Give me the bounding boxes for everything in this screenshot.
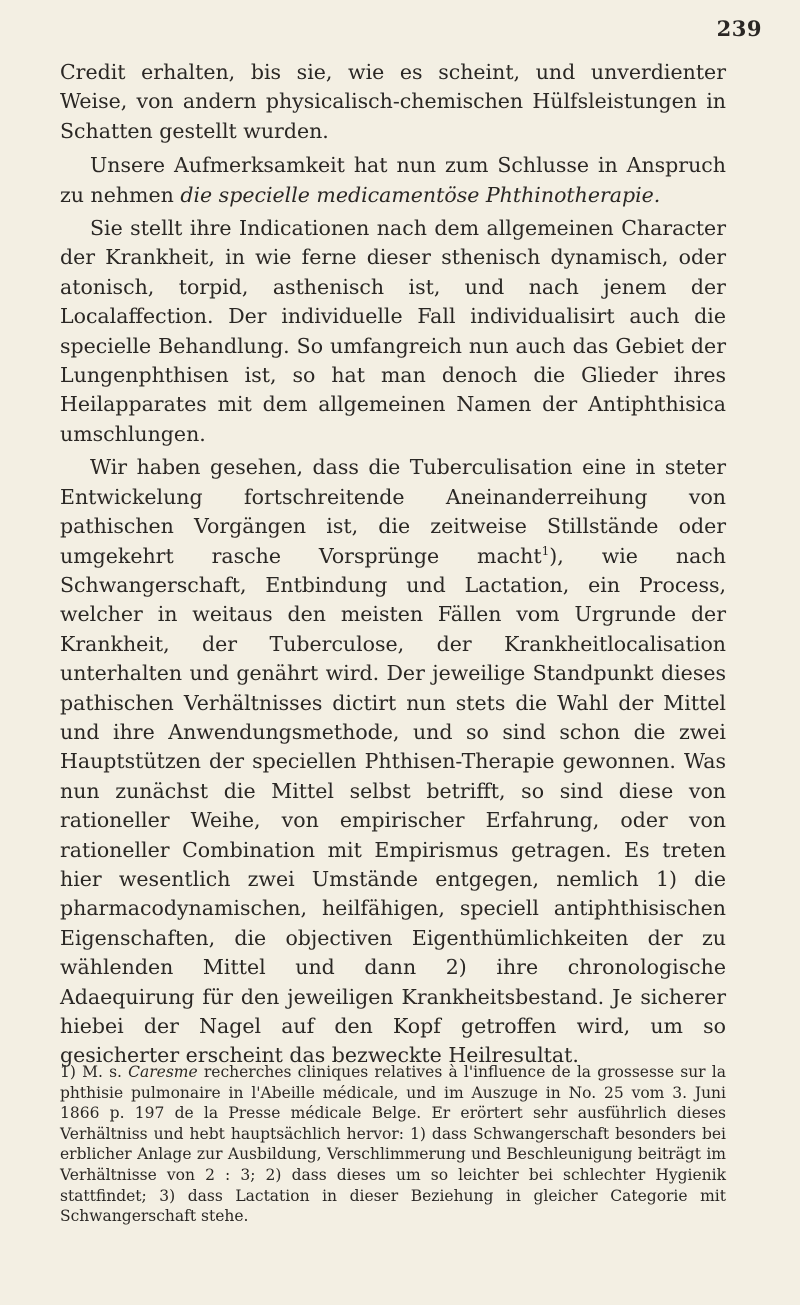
footnote-reference: 1: [541, 543, 550, 558]
footnote-text: recherches cliniques relatives à l'influence de la grossesse sur la phthisie pulmonaire in l'Abeille médicale, und im Auszuge in No. 25 vom 3. Juni 1866 p. 197 de la Presse médicale Belge. Er erörtert sehr ausführlich dieses Verhältniss und hebt hauptsächlich hervor: 1) dass Schwangerschaft besonders bei erblicher Anlage zur Ausbildung, Verschlimmerung und Beschleunigung beiträgt im Verhältnisse von 2 : 3; 2) dass dieses um so leichter bei schlechter Hygienik stattfindet; 3) dass Lactation in dieser Beziehung in gleicher Categorie mit Schwangerschaft stehe.: [60, 1063, 726, 1226]
paragraph-tuberculisation-text-b: ), wie nach Schwangerschaft, Entbindung und Lactation, ein Process, welcher in weitaus den meisten Fällen vom Urgrunde der Krankheit, der Tuberculose, der Krankheitlocalisation unterhalten und genährt wird. Der jeweilige Standpunkt dieses pathischen Verhältnisses dictirt nun stets die Wahl der Mittel und ihre Anwendungsmethode, und so sind schon die zwei Hauptstützen der speciellen Phthisen-Therapie gewonnen. Was nun zunächst die Mittel selbst betrifft, so sind diese von rationeller Weihe, von empirischer Erfahrung, oder von rationeller Combination mit Empirismus getragen. Es treten hier wesentlich zwei Umstände entgegen, nemlich 1) die pharmacodynamischen, heilfähigen, speciell antiphthisischen Eigenschaften, die objectiven Eigenthümlichkeiten der zu wählenden Mittel und dann 2) ihre chronologische Adaequirung für den jeweiligen Krankheitsbestand. Je sicherer hiebei der Nagel auf den Kopf getroffen wird, um so gesicherter erscheint das bezweckte Heilresultat.: [60, 543, 726, 1068]
paragraph-topic: [60, 151, 726, 210]
footnote-marker: 1) M. s.: [60, 1063, 122, 1081]
paragraph-tuberculisation-text-a: Wir haben gesehen, dass die Tuberculisation eine in steter Entwickelung fortschreitende Aneinanderreihung von pathischen Vorgängen ist, die zeitweise Stillstände oder umgekehrt rasche Vorsprünge macht: [60, 455, 726, 568]
paragraph-continuation: Credit erhalten, bis sie, wie es scheint, und unverdienter Weise, von andern physicalisch-chemischen Hülfsleistungen in Schatten gestellt wurden.: [60, 60, 726, 143]
footnote: [60, 1062, 726, 1227]
main-text: [60, 58, 726, 1071]
page-number: 239: [716, 16, 762, 41]
topic-emphasis: die specielle medicamentöse Phthinotherapie.: [180, 182, 661, 207]
paragraph-tuberculisation: [60, 453, 726, 1071]
footnote-area: [60, 1062, 726, 1227]
paragraph-topic-text: Unsere Aufmerksamkeit hat nun zum Schlusse in Anspruch zu nehmen: [60, 153, 726, 207]
footnote-author: Caresme: [128, 1063, 198, 1081]
paragraph-indications: Sie stellt ihre Indicationen nach dem allgemeinen Character der Krankheit, in wie ferne dieser sthenisch dynamisch, oder atonisch, torpid, asthenisch ist, und nach jenem der Localaffection. Der individuelle Fall individualisirt auch die specielle Behandlung. So umfangreich nun auch das Gebiet der Lungenphthisen ist, so hat man denoch die Glieder ihres Heilapparates mit dem allgemeinen Namen der Antiphthisica umschlungen.: [60, 216, 726, 446]
